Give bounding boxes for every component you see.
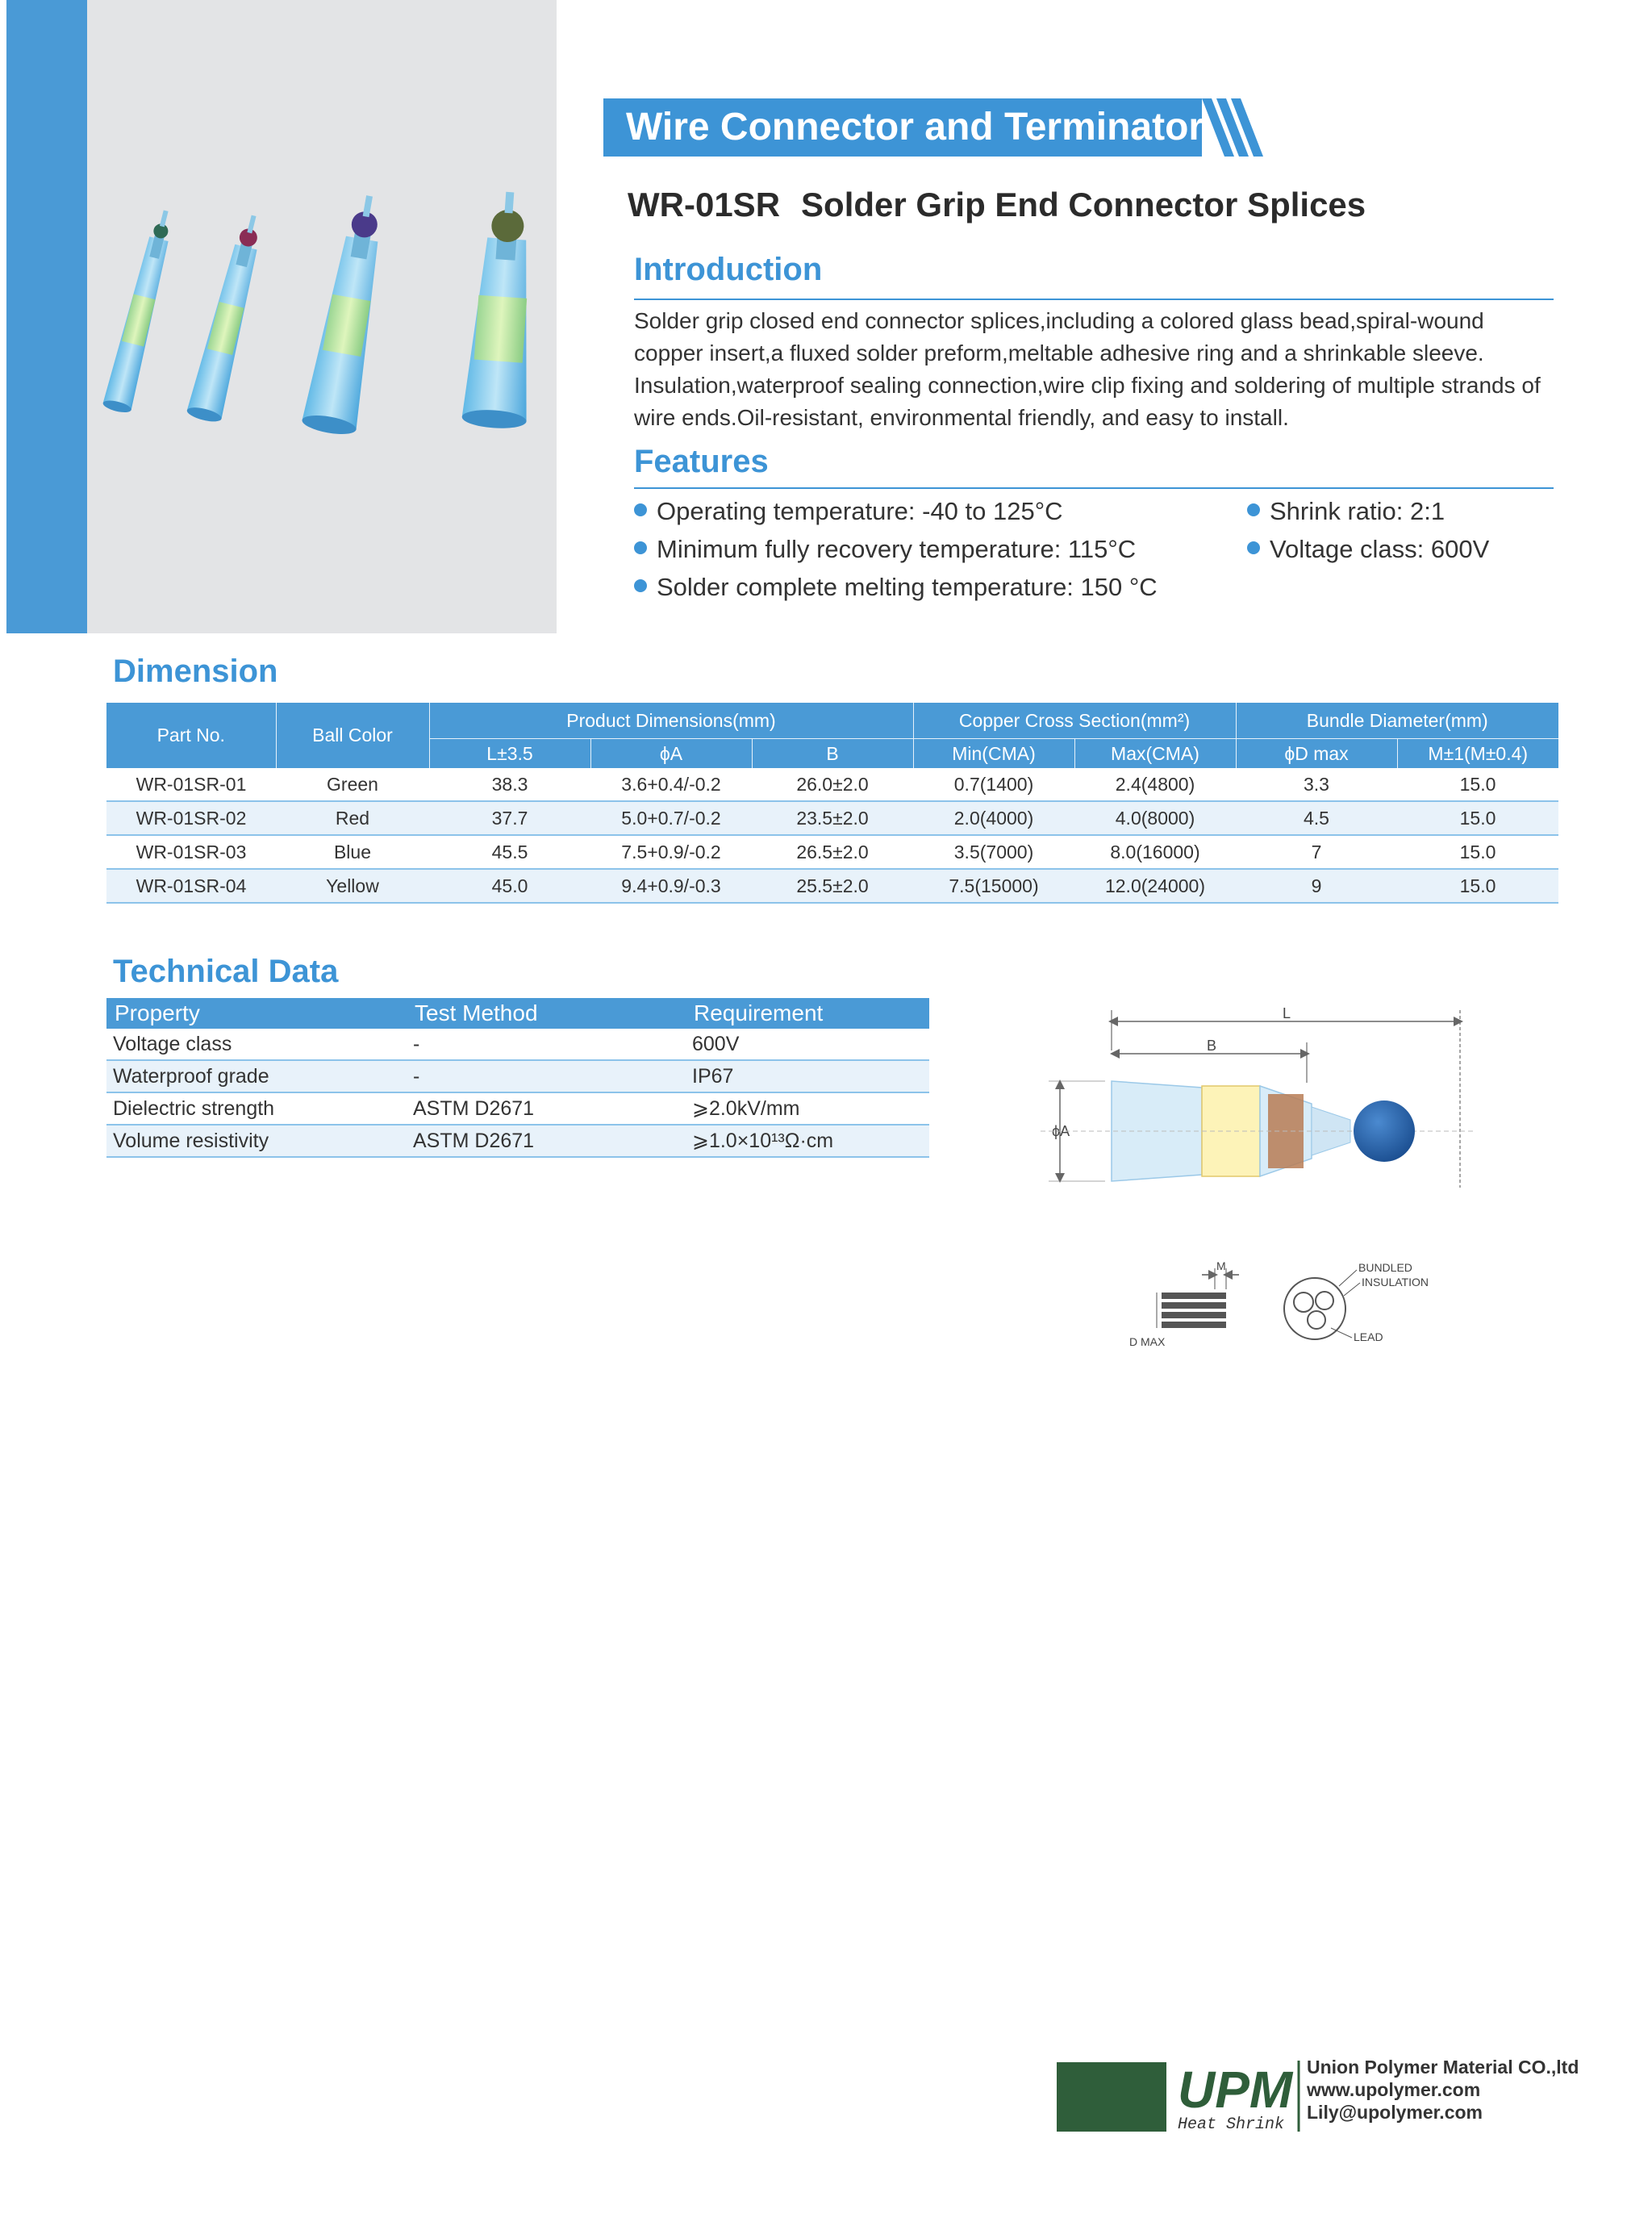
upm-logo: [1057, 2056, 1304, 2132]
cross-section-diagram: [1284, 1261, 1429, 1343]
connector-photo-illustration: [87, 0, 557, 633]
header-ball-color: Ball Color: [276, 703, 429, 768]
product-title: [628, 186, 1366, 224]
diagram-label-b: B: [1207, 1038, 1217, 1054]
product-code: WR-01SR: [628, 186, 781, 223]
header-max: Max(CMA): [1074, 739, 1236, 769]
header-copper-cross-section: Copper Cross Section(mm²): [913, 703, 1236, 739]
bundle-diameter-diagram: [1129, 1259, 1239, 1348]
dimension-table: [106, 703, 1558, 904]
table-row: WR-01SR-04 Yellow 45.0 9.4+0.9/-0.3 25.5±2.0 7.5(15000) 12.0(24000) 9 15.0: [106, 869, 1558, 903]
company-website[interactable]: www.upolymer.com: [1307, 2079, 1481, 2100]
product-name: Solder Grip End Connector Splices: [801, 186, 1366, 223]
diagram-label-m: M: [1216, 1259, 1226, 1272]
header-part-no: Part No.: [106, 703, 276, 768]
diagram-label-insulation: INSULATION: [1362, 1276, 1429, 1288]
logo-tagline: Heat Shrink: [1178, 2115, 1285, 2132]
product-photo: [87, 0, 557, 633]
bullet-icon: [634, 579, 647, 592]
header-a: ϕA: [590, 739, 752, 769]
features-heading: Features: [634, 444, 769, 479]
banner-stripes-icon: [1202, 98, 1266, 157]
connector-dimension-diagram: [1041, 994, 1492, 1381]
diagram-label-a: ϕA: [1052, 1123, 1070, 1139]
connector-yellow: [461, 190, 542, 430]
bullet-icon: [634, 503, 647, 516]
intro-line: Solder grip closed end connector splices,including a colored glass bead,spiral-wound: [634, 308, 1484, 333]
table-row: Volume resistivity ASTM D2671 ⩾1.0×10¹³Ω·cm: [106, 1125, 929, 1157]
feature-item: Voltage class: 600V: [1247, 535, 1489, 564]
feature-item: Shrink ratio: 2:1: [1247, 497, 1445, 526]
side-accent-bar: [6, 0, 87, 633]
table-row: Voltage class - 600V: [106, 1029, 929, 1060]
diagram-label-l: L: [1283, 1005, 1291, 1021]
introduction-text: [634, 305, 1554, 434]
header-m: M±1(M±0.4): [1397, 739, 1558, 769]
connector-blue: [301, 191, 397, 437]
feature-item: Minimum fully recovery temperature: 115°C: [634, 535, 1136, 564]
bullet-icon: [1247, 503, 1260, 516]
table-row: WR-01SR-01 Green 38.3 3.6+0.4/-0.2 26.0±2.0 0.7(1400) 2.4(4800) 3.3 15.0: [106, 768, 1558, 801]
table-row: Dielectric strength ASTM D2671 ⩾2.0kV/mm: [106, 1092, 929, 1125]
introduction-rule: [634, 299, 1554, 300]
header-test-method: Test Method: [407, 998, 686, 1029]
diagram-label-dmax: D MAX: [1129, 1335, 1166, 1348]
header-requirement: Requirement: [686, 998, 929, 1029]
bullet-icon: [634, 541, 647, 554]
logo-text: UPM: [1178, 2061, 1293, 2119]
header-b: B: [752, 739, 913, 769]
header-min: Min(CMA): [913, 739, 1074, 769]
diagram-label-bundled: BUNDLED: [1358, 1261, 1412, 1274]
category-banner: [603, 98, 1265, 157]
intro-line: wire ends.Oil-resistant, environmental friendly, and easy to install.: [634, 405, 1289, 430]
company-name: Union Polymer Material CO.,ltd: [1307, 2057, 1579, 2078]
introduction-heading: Introduction: [634, 252, 823, 287]
features-rule: [634, 487, 1554, 489]
header-d-max: ϕD max: [1236, 739, 1397, 769]
connector-green: [102, 207, 180, 415]
header-product-dimensions: Product Dimensions(mm): [429, 703, 913, 739]
technical-data-heading: Technical Data: [113, 954, 339, 989]
banner-title: Wire Connector and Terminator: [626, 106, 1204, 148]
company-contact: [1307, 2056, 1579, 2124]
diagram-label-lead: LEAD: [1354, 1330, 1383, 1343]
intro-line: copper insert,a fluxed solder preform,meltable adhesive ring and a shrinkable sleeve.: [634, 340, 1484, 365]
feature-item: Solder complete melting temperature: 150 °C: [634, 573, 1158, 602]
header-l: L±3.5: [429, 739, 590, 769]
header-property: Property: [106, 998, 407, 1029]
dimension-heading: Dimension: [113, 654, 278, 689]
table-row: WR-01SR-02 Red 37.7 5.0+0.7/-0.2 23.5±2.0 2.0(4000) 4.0(8000) 4.5 15.0: [106, 801, 1558, 835]
intro-line: Insulation,waterproof sealing connection,wire clip fixing and soldering of multiple strands of: [634, 373, 1541, 398]
table-row: WR-01SR-03 Blue 45.5 7.5+0.9/-0.2 26.5±2.0 3.5(7000) 8.0(16000) 7 15.0: [106, 835, 1558, 869]
table-row: Waterproof grade - IP67: [106, 1060, 929, 1092]
technical-data-table: [106, 998, 929, 1158]
company-email[interactable]: Lily@upolymer.com: [1307, 2102, 1483, 2123]
feature-item: Operating temperature: -40 to 125°C: [634, 497, 1063, 526]
connector-red: [186, 211, 271, 424]
header-bundle-diameter: Bundle Diameter(mm): [1236, 703, 1558, 739]
bullet-icon: [1247, 541, 1260, 554]
